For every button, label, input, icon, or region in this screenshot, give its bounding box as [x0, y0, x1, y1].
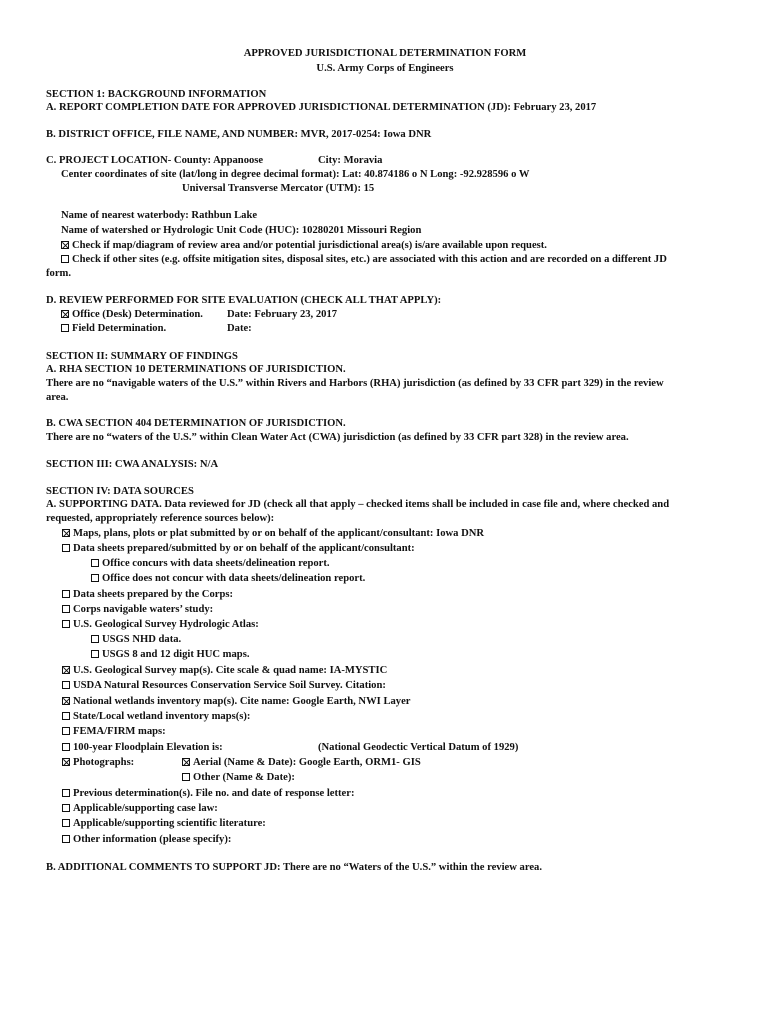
office-determination-date: Date: February 23, 2017 — [227, 309, 338, 320]
item-photographs — [62, 755, 134, 770]
maps-plans-label: Maps, plans, plots or plat submitted by or on behalf of the applicant/consultant: Iowa DNR — [73, 528, 485, 539]
usgs-huc-label: USGS 8 and 12 digit HUC maps. — [102, 649, 250, 660]
item-case-law — [62, 801, 218, 816]
rha-heading: A. RHA SECTION 10 DETERMINATIONS OF JURISDICTION. — [46, 364, 346, 375]
supporting-data-text: A. SUPPORTING DATA. Data reviewed for JD (check all that apply – checked items shall be included in case file and, where checked and — [46, 499, 670, 510]
data-sheets-applicant-checkbox[interactable] — [62, 544, 70, 552]
form-subtitle: U.S. Army Corps of Engineers — [316, 63, 454, 74]
cwa-heading: B. CWA SECTION 404 DETERMINATION OF JURISDICTION. — [46, 418, 346, 429]
utm-zone: Universal Transverse Mercator (UTM): 15 — [182, 183, 375, 194]
item-office-concurs — [91, 556, 330, 571]
field-determination-date: Date: — [227, 323, 252, 334]
office-concurs-checkbox[interactable] — [91, 559, 99, 567]
item-usgs-huc — [91, 647, 249, 662]
item-aerial — [182, 755, 421, 770]
usgs-huc-checkbox[interactable] — [91, 650, 99, 658]
other-sites-label: Check if other sites (e.g. offsite mitigation sites, disposal sites, etc.) are associated with this action and are recorded on a different JD — [72, 254, 667, 265]
map-available-checkbox[interactable] — [61, 241, 69, 249]
project-location-city: City: Moravia — [318, 155, 383, 166]
item-usgs-nhd — [91, 632, 181, 647]
section-3-heading: SECTION III: CWA ANALYSIS: N/A — [46, 459, 219, 470]
case-law-label: Applicable/supporting case law: — [73, 803, 218, 814]
section-2-heading: SECTION II: SUMMARY OF FINDINGS — [46, 351, 238, 362]
case-law-checkbox[interactable] — [62, 804, 70, 812]
item-usgs-maps — [62, 663, 387, 678]
section-4-heading: SECTION IV: DATA SOURCES — [46, 486, 194, 497]
item-scientific — [62, 816, 266, 831]
item-fema — [62, 724, 166, 739]
item-floodplain — [62, 740, 223, 755]
other-sites-checkbox[interactable] — [61, 255, 69, 263]
field-determination-label: Field Determination. — [72, 323, 167, 334]
nwi-maps-label: National wetlands inventory map(s). Cite name: Google Earth, NWI Layer — [73, 696, 411, 707]
usgs-nhd-checkbox[interactable] — [91, 635, 99, 643]
fema-checkbox[interactable] — [62, 727, 70, 735]
report-completion-date: A. REPORT COMPLETION DATE FOR APPROVED JURISDICTIONAL DETERMINATION (JD): February 23, 2017 — [46, 102, 597, 113]
item-office-not-concur — [91, 571, 365, 586]
data-sheets-applicant-label: Data sheets prepared/submitted by or on behalf of the applicant/consultant: — [73, 543, 415, 554]
aerial-label: Aerial (Name & Date): Google Earth, ORM1- GIS — [193, 757, 421, 768]
item-other-photo — [182, 770, 295, 785]
project-location-county: C. PROJECT LOCATION- County: Appanoose — [46, 155, 264, 166]
other-sites-row — [61, 252, 667, 267]
map-available-label: Check if map/diagram of review area and/or potential jurisdictional area(s) is/are available upon request. — [72, 240, 547, 251]
field-determination-row — [61, 321, 166, 336]
usgs-maps-label: U.S. Geological Survey map(s). Cite scale & quad name: IA-MYSTIC — [73, 665, 388, 676]
form-title: APPROVED JURISDICTIONAL DETERMINATION FORM — [243, 48, 527, 59]
item-state-local — [62, 709, 250, 724]
data-sheets-corps-label: Data sheets prepared by the Corps: — [73, 589, 233, 600]
map-available-row — [61, 238, 547, 253]
state-local-checkbox[interactable] — [62, 712, 70, 720]
photographs-checkbox[interactable] — [62, 758, 70, 766]
maps-plans-checkbox[interactable] — [62, 529, 70, 537]
previous-checkbox[interactable] — [62, 789, 70, 797]
rha-text: There are no “navigable waters of the U.S.” within Rivers and Harbors (RHA) jurisdiction (as defined by 33 CFR part 329) in the review — [46, 378, 664, 389]
usgs-atlas-label: U.S. Geological Survey Hydrologic Atlas: — [73, 619, 259, 630]
item-previous — [62, 786, 354, 801]
field-determination-checkbox[interactable] — [61, 324, 69, 332]
office-concurs-label: Office concurs with data sheets/delineation report. — [102, 558, 330, 569]
item-other-info — [62, 832, 231, 847]
item-usda-soil — [62, 678, 386, 693]
data-sheets-corps-checkbox[interactable] — [62, 590, 70, 598]
usgs-atlas-checkbox[interactable] — [62, 620, 70, 628]
district-office-line: B. DISTRICT OFFICE, FILE NAME, AND NUMBER: MVR, 2017-0254: Iowa DNR — [46, 129, 432, 140]
additional-comments: B. ADDITIONAL COMMENTS TO SUPPORT JD: There are no “Waters of the U.S.” within the review area. — [46, 862, 542, 873]
office-determination-checkbox[interactable] — [61, 310, 69, 318]
item-maps-plans — [62, 526, 484, 541]
scientific-checkbox[interactable] — [62, 819, 70, 827]
state-local-label: State/Local wetland inventory maps(s): — [73, 711, 251, 722]
previous-label: Previous determination(s). File no. and date of response letter: — [73, 788, 355, 799]
rha-text-cont: area. — [46, 392, 69, 403]
office-not-concur-checkbox[interactable] — [91, 574, 99, 582]
cwa-text: There are no “waters of the U.S.” within Clean Water Act (CWA) jurisdiction (as defined by 33 CFR part 328) in the review area. — [46, 432, 629, 443]
other-photo-checkbox[interactable] — [182, 773, 190, 781]
usda-soil-label: USDA Natural Resources Conservation Service Soil Survey. Citation: — [73, 680, 386, 691]
other-photo-label: Other (Name & Date): — [193, 772, 295, 783]
corps-navigable-label: Corps navigable waters’ study: — [73, 604, 214, 615]
center-coordinates: Center coordinates of site (lat/long in degree decimal format): Lat: 40.874186 o N Long: -92.928596 o W — [61, 169, 530, 180]
floodplain-datum: (National Geodectic Vertical Datum of 1929) — [318, 742, 519, 753]
photographs-label: Photographs: — [73, 757, 135, 768]
office-determination-label: Office (Desk) Determination. — [72, 309, 203, 320]
other-info-checkbox[interactable] — [62, 835, 70, 843]
office-not-concur-label: Office does not concur with data sheets/delineation report. — [102, 573, 366, 584]
corps-navigable-checkbox[interactable] — [62, 605, 70, 613]
review-performed-heading: D. REVIEW PERFORMED FOR SITE EVALUATION (CHECK ALL THAT APPLY): — [46, 295, 442, 306]
fema-label: FEMA/FIRM maps: — [73, 726, 166, 737]
supporting-data-text-cont: requested, appropriately reference sources below): — [46, 513, 275, 524]
watershed-huc: Name of watershed or Hydrologic Unit Code (HUC): 10280201 Missouri Region — [61, 225, 422, 236]
scientific-label: Applicable/supporting scientific literature: — [73, 818, 266, 829]
floodplain-checkbox[interactable] — [62, 743, 70, 751]
other-sites-label-cont: form. — [46, 268, 71, 279]
nwi-maps-checkbox[interactable] — [62, 697, 70, 705]
item-corps-navigable — [62, 602, 213, 617]
item-data-sheets-applicant — [62, 541, 415, 556]
item-nwi-maps — [62, 694, 411, 709]
floodplain-label: 100-year Floodplain Elevation is: — [73, 742, 223, 753]
item-data-sheets-corps — [62, 587, 233, 602]
usgs-nhd-label: USGS NHD data. — [102, 634, 182, 645]
section-1-heading: SECTION 1: BACKGROUND INFORMATION — [46, 89, 267, 100]
usda-soil-checkbox[interactable] — [62, 681, 70, 689]
usgs-maps-checkbox[interactable] — [62, 666, 70, 674]
nearest-waterbody: Name of nearest waterbody: Rathbun Lake — [61, 210, 258, 221]
other-info-label: Other information (please specify): — [73, 834, 232, 845]
aerial-checkbox[interactable] — [182, 758, 190, 766]
item-usgs-atlas — [62, 617, 259, 632]
office-determination-row — [61, 307, 203, 322]
